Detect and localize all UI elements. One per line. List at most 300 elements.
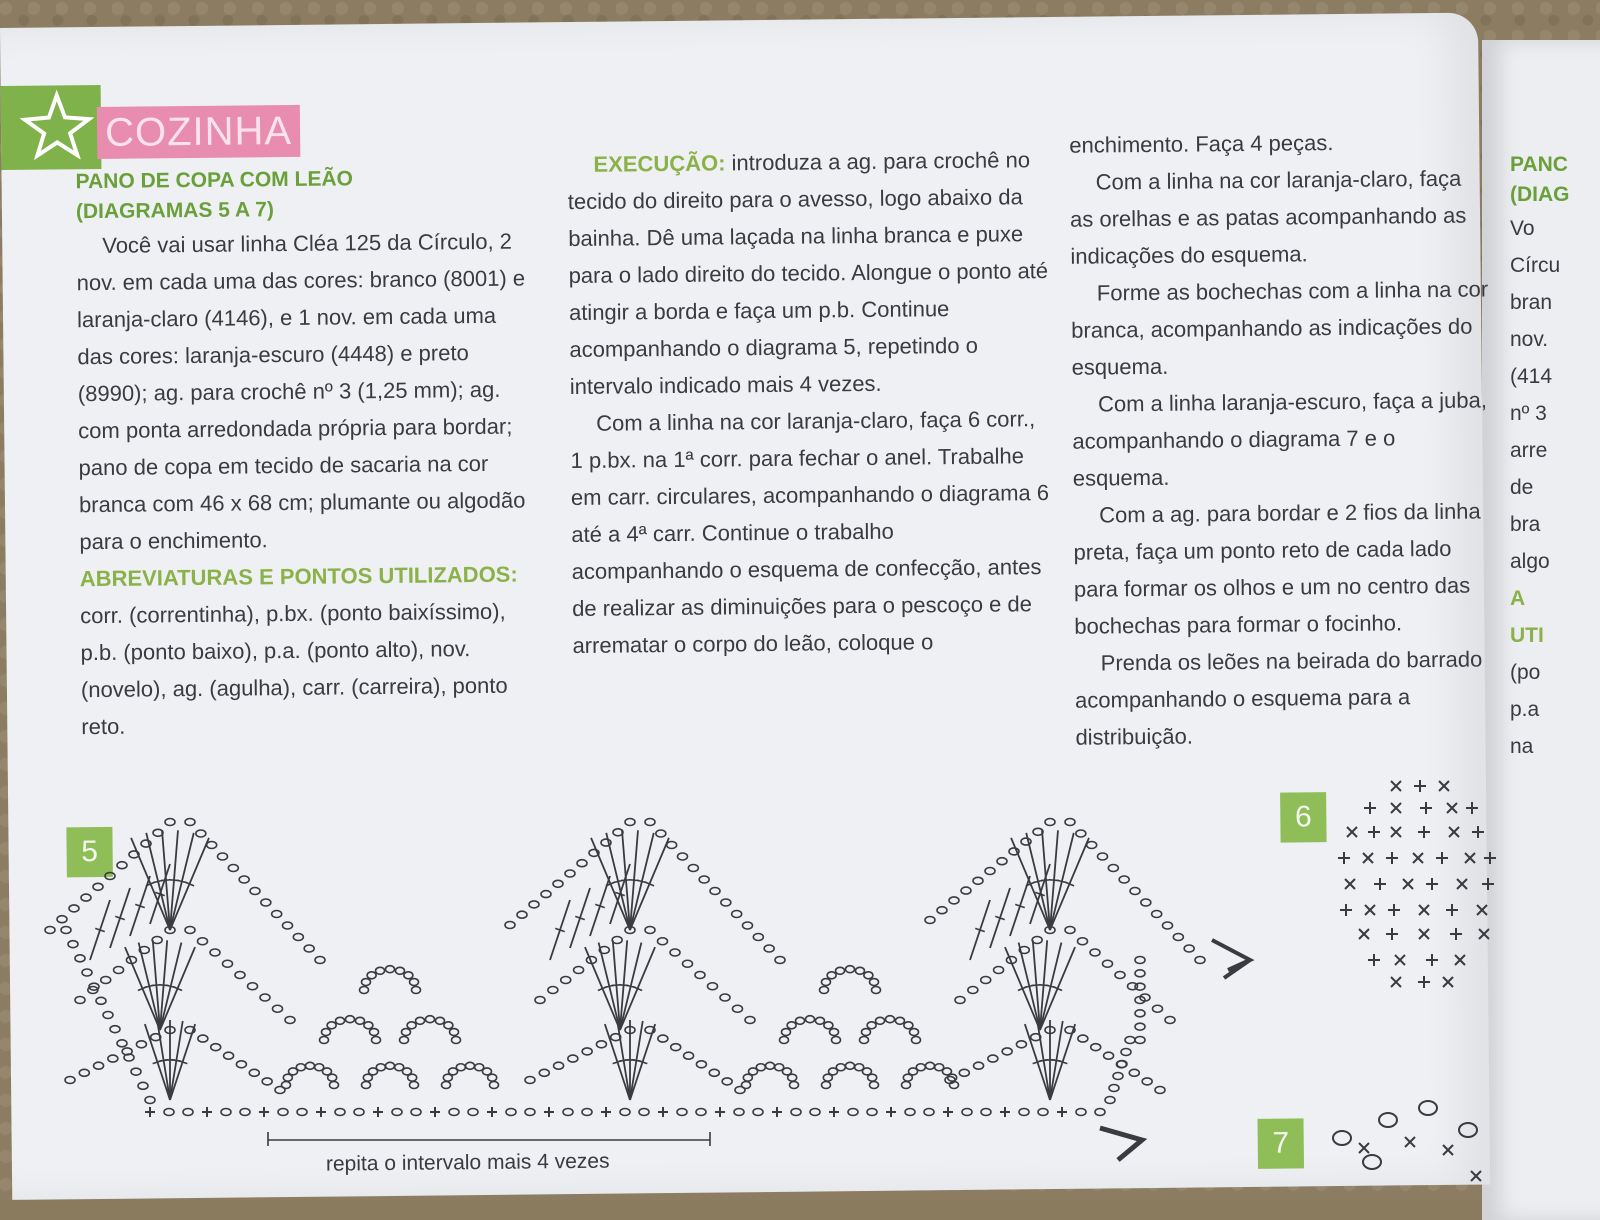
chain-stitch <box>362 1082 371 1089</box>
chain-stitch <box>539 1069 549 1076</box>
next-page-line: de <box>1510 476 1534 499</box>
chain-stitch <box>392 1109 402 1116</box>
chain-stitch <box>320 1037 329 1044</box>
chain-stitch <box>827 972 836 979</box>
chain-stitch <box>239 876 249 883</box>
chain-stitch <box>836 967 845 974</box>
chain-stitch <box>870 979 879 986</box>
chain-stitch <box>1173 934 1183 941</box>
chain-ring-stitch <box>1419 1101 1437 1115</box>
chain-stitch <box>905 1109 915 1116</box>
chain-stitch <box>376 1064 385 1071</box>
chain-stitch <box>1065 927 1075 934</box>
chain-stitch <box>904 1022 913 1029</box>
chain-stitch <box>696 1061 706 1068</box>
diagram-7-number: 7 <box>1257 1118 1304 1168</box>
chain-stitch <box>577 860 587 867</box>
chain-stitch <box>868 1074 877 1081</box>
chain-stitch <box>223 960 233 967</box>
chain-stitch <box>870 1082 879 1089</box>
chain-stitch <box>1045 819 1055 826</box>
chain-stitch <box>136 1041 146 1048</box>
chain-stitch <box>994 967 1004 974</box>
chain-stitch <box>240 1109 250 1116</box>
chain-stitch <box>114 967 124 974</box>
crochet-diagram-7 <box>1333 1101 1481 1181</box>
chain-stitch <box>69 905 79 912</box>
chain-stitch <box>81 894 91 901</box>
next-page-line: algo <box>1510 550 1550 573</box>
chain-stitch <box>273 1005 283 1012</box>
chain-stitch <box>780 1037 789 1044</box>
chain-stitch <box>810 1109 820 1116</box>
section-tag: COZINHA <box>97 105 301 159</box>
chain-stitch <box>410 979 419 986</box>
chain-stitch <box>261 899 271 906</box>
chain-stitch <box>667 842 677 849</box>
chain-stitch <box>401 1029 410 1036</box>
chain-stitch <box>236 1061 246 1068</box>
chain-stitch <box>45 927 55 934</box>
execution-heading: EXECUÇÃO: <box>593 150 726 177</box>
chain-stitch <box>1163 922 1173 929</box>
chain-stitch <box>973 877 983 884</box>
chain-stitch <box>548 987 558 994</box>
chain-stitch <box>211 1044 221 1051</box>
chain-stitch <box>981 977 991 984</box>
chain-stitch <box>282 1082 291 1089</box>
start-arrow-icon <box>1212 940 1250 978</box>
assembly-paragraph-2: Com a linha na cor laranja-claro, faça as orelhas e as patas acompanhando as indicações do esquema. <box>1069 165 1467 269</box>
next-page-line: A <box>1510 587 1526 610</box>
chain-stitch <box>1125 1037 1135 1044</box>
chain-stitch <box>367 972 376 979</box>
assembly-paragraph-1: enchimento. Faça 4 peças. <box>1069 130 1334 158</box>
chain-stitch <box>278 1109 288 1116</box>
repeat-interval-label: repita o intervalo mais 4 vezes <box>325 1149 610 1176</box>
chain-stitch <box>131 1068 141 1075</box>
chain-stitch <box>743 922 753 929</box>
chain-ring-stitch <box>1333 1131 1351 1145</box>
diagram-6-number: 6 <box>1280 792 1327 842</box>
chain-stitch <box>1153 1005 1163 1012</box>
chain-stitch <box>949 897 959 904</box>
execution-paragraph-2: Com a linha na cor laranja-claro, faça 6 corr., 1 p.bx. na 1ª corr. para fechar o anel. Trabalhe em carr. circulares, acompanhando o diagrama 6 até a 4ª carr. Continue o trabalho acompanhando o esquema de confecção, antes de realizar as diminuições para o pescoço e de arrematar o corpo do leão, coloque o <box>570 406 1050 659</box>
chain-stitch <box>272 911 282 918</box>
chain-stitch <box>435 1017 444 1024</box>
chain-stitch <box>561 977 571 984</box>
chain-stitch <box>117 862 127 869</box>
chain-stitch <box>450 1029 459 1036</box>
chain-stitch <box>708 983 718 990</box>
chain-stitch <box>96 997 106 1004</box>
chain-stitch <box>596 1041 606 1048</box>
chain-stitch <box>468 1109 478 1116</box>
chain-stitch <box>962 1109 972 1116</box>
chain-stitch <box>645 927 655 934</box>
chain-stitch <box>1155 1087 1165 1094</box>
chain-stitch <box>985 868 995 875</box>
chain-stitch <box>198 1035 208 1042</box>
abbreviations-heading: ABREVIATURAS E PONTOS UTILIZADOS: <box>79 561 518 592</box>
chain-stitch <box>912 1037 921 1044</box>
chain-stitch <box>196 830 206 837</box>
chain-stitch <box>683 960 693 967</box>
chain-stitch <box>1090 949 1100 956</box>
abbreviations-text: corr. (correntinha), p.bx. (ponto baixíssimo), p.b. (ponto baixo), p.a. (ponto alto), nov. (novelo), ag. (agulha), carr. (carreira), ponto reto. <box>80 598 508 740</box>
chain-stitch <box>235 972 245 979</box>
chain-stitch <box>710 888 720 895</box>
chain-stitch <box>1135 970 1145 977</box>
chain-stitch <box>625 819 635 826</box>
chain-stitch <box>846 966 855 973</box>
chain-stitch <box>895 1017 904 1024</box>
chain-stitch <box>525 1077 535 1084</box>
chain-stitch <box>108 1055 118 1062</box>
next-page-line: nº 3 <box>1510 402 1547 425</box>
chain-stitch <box>955 997 965 1004</box>
chain-stitch <box>449 1109 459 1116</box>
chain-stitch <box>790 1082 799 1089</box>
next-page-line: Círcu <box>1510 254 1561 277</box>
execution-text: introduza a ag. para crochê no tecido do direito para o avesso, logo abaixo da bainha. Dê uma laçada na linha branca e puxe para o lado direito do tecido. Alongue o ponto até atingir a borda e faça um p.b. Continue acompanhando o diagrama 5, repetindo o intervalo indicado mais 4 vezes. <box>567 147 1049 400</box>
chain-stitch <box>346 1016 355 1023</box>
chain-stitch <box>164 1109 174 1116</box>
chain-stitch <box>541 891 551 898</box>
chain-stitch <box>1076 830 1086 837</box>
chain-stitch <box>1135 1010 1145 1017</box>
chain-stitch <box>1115 972 1125 979</box>
chain-stitch <box>997 858 1007 865</box>
chain-stitch <box>988 1055 998 1062</box>
chain-ring-stitch <box>1363 1155 1381 1169</box>
chain-stitch <box>688 865 698 872</box>
chain-stitch <box>1195 957 1205 964</box>
chain-stitch <box>695 972 705 979</box>
chain-stitch <box>948 1074 957 1081</box>
chain-stitch <box>787 1022 796 1029</box>
chain-stitch <box>304 945 314 952</box>
chain-stitch <box>57 916 67 923</box>
chain-stitch <box>822 1082 831 1089</box>
chain-stitch <box>1104 1052 1114 1059</box>
chain-stitch <box>720 994 730 1001</box>
chain-stitch <box>645 819 655 826</box>
chain-stitch <box>553 880 563 887</box>
chain-stitch <box>466 1062 475 1069</box>
chain-stitch <box>1091 1044 1101 1051</box>
chain-stitch <box>910 1029 919 1036</box>
chain-stitch <box>65 1077 75 1084</box>
chain-stitch <box>639 1109 649 1116</box>
chain-stitch <box>1141 899 1151 906</box>
chain-stitch <box>658 1035 668 1042</box>
chain-stitch <box>442 1082 451 1089</box>
chain-stitch <box>574 967 584 974</box>
chain-stitch <box>355 1017 364 1024</box>
chain-stitch <box>224 1052 234 1059</box>
chain-stitch <box>1019 1109 1029 1116</box>
chain-stitch <box>1002 1048 1012 1055</box>
chain-stitch <box>1119 876 1129 883</box>
chain-stitch <box>1121 1049 1131 1056</box>
chain-stitch <box>364 1022 373 1029</box>
chain-stitch <box>830 1029 839 1036</box>
chain-stitch <box>620 1109 630 1116</box>
next-page-line: p.a <box>1510 698 1540 721</box>
next-page-line: na <box>1510 735 1534 758</box>
chain-stitch <box>101 977 111 984</box>
chain-stitch <box>766 1062 775 1069</box>
chain-stitch <box>677 1109 687 1116</box>
chain-stitch <box>554 1062 564 1069</box>
chain-stitch <box>1165 1017 1175 1024</box>
chain-stitch <box>1095 1109 1105 1116</box>
chain-stitch <box>228 865 238 872</box>
chain-stitch <box>416 1017 425 1024</box>
chain-stitch <box>218 853 228 860</box>
next-page-line: UTI <box>1510 624 1544 647</box>
chain-stitch <box>974 1062 984 1069</box>
next-page-line: PANC <box>1510 153 1568 176</box>
chain-stitch <box>404 972 413 979</box>
chain-stitch <box>376 967 385 974</box>
chain-stitch <box>117 1040 127 1047</box>
chain-stitch <box>82 969 92 976</box>
chain-stitch <box>791 1109 801 1116</box>
chain-stitch <box>296 1064 305 1071</box>
chain-stitch <box>488 1074 497 1081</box>
chain-stitch <box>565 870 575 877</box>
chain-stitch <box>886 1016 895 1023</box>
end-arrow-icon <box>1100 1128 1142 1160</box>
chain-stitch <box>145 1097 155 1104</box>
chain-stitch <box>285 1017 295 1024</box>
next-page-line: (DIAG <box>1510 183 1570 206</box>
chain-stitch <box>860 1037 869 1044</box>
chain-stitch <box>902 1082 911 1089</box>
chain-stitch <box>370 1029 379 1036</box>
chain-stitch <box>283 922 293 929</box>
chain-stitch <box>924 1109 934 1116</box>
assembly-paragraph-4: Com a linha laranja-escuro, faça a juba, acompanhando o diagrama 7 e o esquema. <box>1072 387 1487 491</box>
chain-stitch <box>407 1022 416 1029</box>
chain-stitch <box>165 819 175 826</box>
chain-stitch <box>138 1082 148 1089</box>
chain-stitch <box>821 979 830 986</box>
chain-stitch <box>678 853 688 860</box>
chain-ring-stitch <box>1459 1123 1477 1137</box>
chain-stitch <box>327 1022 336 1029</box>
chain-stitch <box>315 957 325 964</box>
chain-stitch <box>75 997 85 1004</box>
chain-stitch <box>846 1062 855 1069</box>
chain-stitch <box>395 967 404 974</box>
chain-stitch <box>525 1109 535 1116</box>
chain-stitch <box>221 1109 231 1116</box>
chain-stitch <box>961 887 971 894</box>
chain-stitch <box>198 938 208 945</box>
next-page-line: bran <box>1510 291 1553 314</box>
chain-stitch <box>250 888 260 895</box>
chain-stitch <box>506 1109 516 1116</box>
chain-stitch <box>671 1044 681 1051</box>
chain-stitch <box>185 819 195 826</box>
chain-stitch <box>916 1064 925 1071</box>
chain-stitch <box>183 1109 193 1116</box>
chain-stitch <box>722 1078 732 1085</box>
chain-stitch <box>699 876 709 883</box>
pattern-title: PANO DE COPA COM LEÃO <box>75 167 354 194</box>
chain-stitch <box>753 1109 763 1116</box>
chain-stitch <box>788 1074 797 1081</box>
chain-stitch <box>103 1012 113 1019</box>
chain-stitch <box>386 1062 395 1069</box>
chain-stitch <box>753 934 763 941</box>
chain-stitch <box>386 966 395 973</box>
chain-stitch <box>1135 957 1145 964</box>
chain-stitch <box>400 1037 409 1044</box>
chain-stitch <box>210 949 220 956</box>
chain-stitch <box>75 955 85 962</box>
chain-stitch <box>426 1016 435 1023</box>
chain-stitch <box>848 1109 858 1116</box>
chain-stitch <box>535 997 545 1004</box>
chain-stitch <box>452 1037 461 1044</box>
chain-stitch <box>412 987 421 994</box>
chain-stitch <box>1113 1073 1123 1080</box>
chain-stitch <box>824 1022 833 1029</box>
chain-stitch <box>815 1017 824 1024</box>
chain-stitch <box>612 937 622 944</box>
chain-stitch <box>867 1022 876 1029</box>
chain-stitch <box>864 972 873 979</box>
chain-stitch <box>372 1037 381 1044</box>
chain-stitch <box>1098 853 1108 860</box>
crochet-diagram-6 <box>1338 780 1496 988</box>
chain-stitch <box>582 1109 592 1116</box>
chain-stitch <box>517 911 527 918</box>
chain-ring-stitch <box>1379 1113 1397 1127</box>
chain-stitch <box>563 1109 573 1116</box>
chain-stitch <box>1038 1109 1048 1116</box>
chain-stitch <box>872 987 881 994</box>
chain-stitch <box>696 1109 706 1116</box>
chain-stitch <box>806 1016 815 1023</box>
chain-stitch <box>93 883 103 890</box>
chain-stitch <box>820 987 829 994</box>
chain-stitch <box>110 1026 120 1033</box>
chain-stitch <box>361 979 370 986</box>
next-page-line: nov. <box>1510 328 1549 351</box>
chain-stitch <box>796 1017 805 1024</box>
crochet-diagram-5 <box>45 819 1250 1161</box>
chain-stitch <box>959 1069 969 1076</box>
chain-stitch <box>360 987 369 994</box>
chain-stitch <box>981 1109 991 1116</box>
chain-stitch <box>456 1064 465 1071</box>
pattern-subtitle: (DIAGRAMAS 5 A 7) <box>75 198 274 224</box>
chain-stitch <box>328 1074 337 1081</box>
chain-stitch <box>306 1062 315 1069</box>
chain-stitch <box>152 937 162 944</box>
chain-stitch <box>1184 945 1194 952</box>
chain-stitch <box>94 1062 104 1069</box>
chain-stitch <box>79 1069 89 1076</box>
chain-stitch <box>260 994 270 1001</box>
chain-stitch <box>876 1017 885 1024</box>
chain-stitch <box>1078 938 1088 945</box>
chain-stitch <box>568 1055 578 1062</box>
chain-stitch <box>185 927 195 934</box>
assembly-paragraph-6: Prenda os leões na beirada do barrado acompanhando o esquema para a distribuição. <box>1074 646 1483 750</box>
chain-stitch <box>861 1029 870 1036</box>
chain-stitch <box>721 899 731 906</box>
chain-stitch <box>1087 842 1097 849</box>
chain-stitch <box>1135 1037 1145 1044</box>
chain-stitch <box>321 1029 330 1036</box>
chain-stitch <box>1076 1109 1086 1116</box>
chain-stitch <box>262 1078 272 1085</box>
assembly-paragraph-5: Com a ag. para bordar e 2 fios da linha preta, faça um ponto reto de cada lado para formar os olhos e um no centro das bochechas para formar o focinho. <box>1073 498 1481 639</box>
chain-stitch <box>411 1109 421 1116</box>
chain-stitch <box>1078 1035 1088 1042</box>
chain-stitch <box>61 927 71 934</box>
next-page-line: bra <box>1510 513 1541 536</box>
chain-stitch <box>733 1005 743 1012</box>
chain-stitch <box>490 1082 499 1089</box>
chain-stitch <box>709 1069 719 1076</box>
next-page-line: arre <box>1510 439 1548 462</box>
chain-stitch <box>1105 1097 1115 1104</box>
chain-stitch <box>1130 888 1140 895</box>
chain-stitch <box>1152 911 1162 918</box>
chain-stitch <box>335 1109 345 1116</box>
chain-stitch <box>248 983 258 990</box>
chain-stitch <box>1109 1085 1119 1092</box>
chain-stitch <box>1135 983 1145 990</box>
chain-stitch <box>1065 819 1075 826</box>
next-page-line: (po <box>1510 661 1541 684</box>
chain-stitch <box>656 830 666 837</box>
chain-stitch <box>330 1082 339 1089</box>
chain-stitch <box>781 1029 790 1036</box>
chain-stitch <box>658 938 668 945</box>
chain-stitch <box>68 941 78 948</box>
chain-stitch <box>742 1082 751 1089</box>
chain-stitch <box>745 1017 755 1024</box>
chain-stitch <box>410 1082 419 1089</box>
chain-stitch <box>855 967 864 974</box>
chain-stitch <box>505 922 515 929</box>
chain-stitch <box>926 1062 935 1069</box>
chain-stitch <box>968 987 978 994</box>
chain-stitch <box>105 873 115 880</box>
chain-stitch <box>1135 1023 1145 1030</box>
chain-stitch <box>582 1048 592 1055</box>
assembly-paragraph-3: Forme as bochechas com a linha na cor branca, acompanhando as indicações do esquema. <box>1071 276 1489 380</box>
chain-stitch <box>529 901 539 908</box>
chain-stitch <box>249 1069 259 1076</box>
chain-stitch <box>1129 1069 1139 1076</box>
chain-stitch <box>925 917 935 924</box>
chain-stitch <box>670 949 680 956</box>
chain-stitch <box>832 1037 841 1044</box>
chain-stitch <box>732 911 742 918</box>
chain-stitch <box>775 957 785 964</box>
chain-stitch <box>764 945 774 952</box>
chain-stitch <box>867 1109 877 1116</box>
